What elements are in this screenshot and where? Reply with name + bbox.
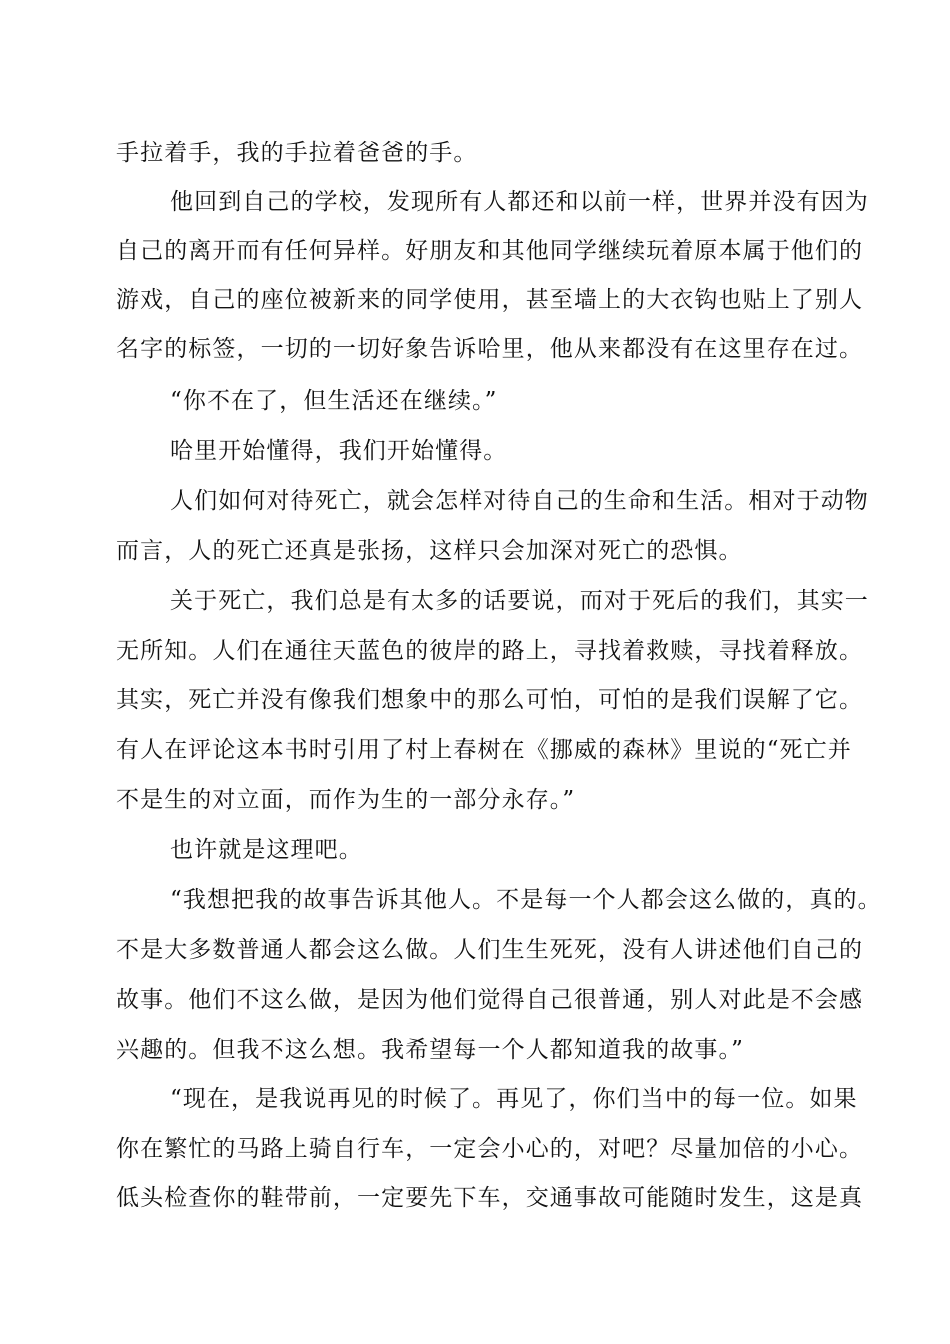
text-line: 而言，人的死亡还真是张扬，这样只会加深对死亡的恐惧。 [116,538,743,564]
text-line: 哈里开始懂得，我们开始懂得。 [170,438,508,464]
text-line: “现在，是我说再见的时候了。再见了，你们当中的每一位。如果 [170,1086,858,1112]
text-line: 手拉着手，我的手拉着爸爸的手。 [116,140,478,166]
text-line: 你在繁忙的马路上骑自行车，一定会小心的，对吧？尽量加倍的小心。 [116,1136,864,1162]
text-line: 不是生的对立面，而作为生的一部分永存。” [116,787,576,813]
text-line: 故事。他们不这么做，是因为他们觉得自己很普通，别人对此是不会感 [116,987,864,1013]
text-line: 名字的标签，一切的一切好象告诉哈里，他从来都没有在这里存在过。 [116,336,864,362]
text-line: 兴趣的。但我不这么想。我希望每一个人都知道我的故事。” [116,1037,744,1063]
text-line: 他回到自己的学校，发现所有人都还和以前一样，世界并没有因为 [170,189,869,215]
text-line: 其实，死亡并没有像我们想象中的那么可怕，可怕的是我们误解了它。 [116,687,864,713]
text-line: 人们如何对待死亡，就会怎样对待自己的生命和生活。相对于动物 [170,488,869,514]
text-line: 有人在评论这本书时引用了村上春树在《挪威的森林》里说的“死亡并 [116,737,852,763]
text-line: 游戏，自己的座位被新来的同学使用，甚至墙上的大衣钩也贴上了别人 [116,287,864,313]
text-line: 低头检查你的鞋带前，一定要先下车，交通事故可能随时发生，这是真 [116,1185,864,1211]
text-line: “我想把我的故事告诉其他人。不是每一个人都会这么做的，真的。 [170,887,882,913]
text-line: 无所知。人们在通往天蓝色的彼岸的路上，寻找着救赎，寻找着释放。 [116,638,864,664]
text-line: 关于死亡，我们总是有太多的话要说，而对于死后的我们，其实一 [170,588,869,614]
text-line: 自己的离开而有任何异样。好朋友和其他同学继续玩着原本属于他们的 [116,238,864,264]
text-line: 不是大多数普通人都会这么做。人们生生死死，没有人讲述他们自己的 [116,937,864,963]
text-line: 也许就是这理吧。 [170,837,363,863]
text-line: “你不在了，但生活还在继续。” [170,388,498,414]
